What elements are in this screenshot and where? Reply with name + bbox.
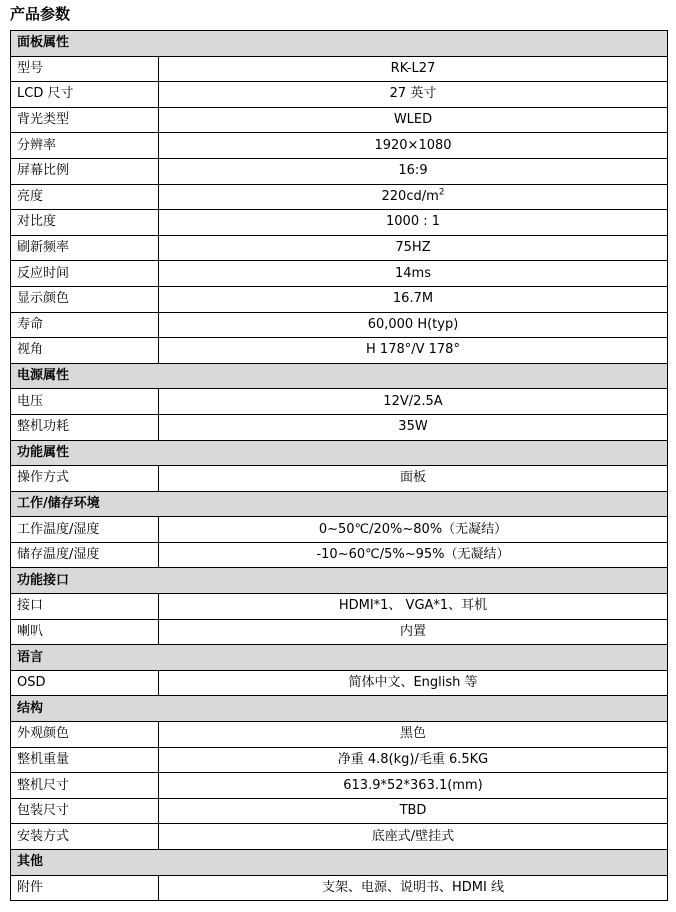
spec-value: 14ms — [395, 265, 431, 281]
spec-label: 安装方式 — [11, 824, 159, 850]
section-header-row — [11, 491, 668, 517]
table-row — [11, 312, 668, 338]
table-row — [11, 107, 668, 133]
table-row — [11, 824, 668, 850]
spec-label: 包装尺寸 — [11, 798, 159, 824]
spec-label: LCD 尺寸 — [11, 82, 159, 108]
spec-value: 净重 4.8(kg)/毛重 6.5KG — [337, 751, 489, 767]
table-row — [11, 235, 668, 261]
section-header: 语言 — [11, 645, 668, 671]
spec-label: 背光类型 — [11, 107, 159, 133]
spec-label: 分辨率 — [11, 133, 159, 159]
spec-label: 寿命 — [11, 312, 159, 338]
spec-label: 整机重量 — [11, 747, 159, 773]
spec-value-cell — [159, 210, 668, 236]
spec-value: 1920×1080 — [374, 137, 452, 153]
page-title: 产品参数 — [10, 5, 71, 23]
section-header: 面板属性 — [11, 31, 668, 57]
spec-label: 工作温度/湿度 — [11, 517, 159, 543]
spec-value-cell — [159, 56, 668, 82]
section-header-row — [11, 696, 668, 722]
spec-value: TBD — [399, 803, 427, 819]
spec-value: 613.9*52*363.1(mm) — [343, 777, 483, 793]
table-row — [11, 594, 668, 620]
table-row — [11, 722, 668, 748]
table-row — [11, 56, 668, 82]
spec-value: 1000 : 1 — [386, 214, 440, 230]
spec-label: 屏幕比例 — [11, 158, 159, 184]
spec-value-cell — [159, 312, 668, 338]
spec-value-cell — [159, 389, 668, 415]
table-row — [11, 466, 668, 492]
spec-label: 附件 — [11, 875, 159, 901]
table-row — [11, 286, 668, 312]
section-header: 结构 — [11, 696, 668, 722]
spec-value-cell — [159, 184, 668, 210]
section-header-row — [11, 31, 668, 57]
spec-value: 面板 — [399, 470, 426, 486]
spec-value-cell — [159, 158, 668, 184]
section-header-row — [11, 568, 668, 594]
table-row — [11, 261, 668, 287]
spec-value-cell — [159, 414, 668, 440]
spec-label: 显示颜色 — [11, 286, 159, 312]
spec-label: 整机尺寸 — [11, 773, 159, 799]
spec-value-cell — [159, 798, 668, 824]
table-row — [11, 875, 668, 901]
spec-value: 75HZ — [395, 240, 431, 256]
section-header-row — [11, 850, 668, 876]
spec-value-cell — [159, 619, 668, 645]
spec-value: RK-L27 — [390, 60, 436, 76]
section-header: 工作/储存环境 — [11, 491, 668, 517]
spec-label: 储存温度/湿度 — [11, 542, 159, 568]
spec-value-cell — [159, 722, 668, 748]
table-row — [11, 389, 668, 415]
spec-value-cell — [159, 261, 668, 287]
spec-label: 刷新频率 — [11, 235, 159, 261]
spec-value-cell — [159, 594, 668, 620]
spec-label: 整机功耗 — [11, 414, 159, 440]
table-row — [11, 414, 668, 440]
spec-value: 27 英寸 — [389, 86, 437, 102]
spec-table-body — [11, 31, 668, 901]
spec-label: OSD — [11, 670, 159, 696]
section-header-row — [11, 363, 668, 389]
spec-value: H 178°/V 178° — [366, 342, 460, 358]
spec-value: 内置 — [399, 623, 426, 639]
table-row — [11, 773, 668, 799]
section-header: 电源属性 — [11, 363, 668, 389]
spec-table — [10, 30, 668, 901]
spec-label: 外观颜色 — [11, 722, 159, 748]
table-row — [11, 82, 668, 108]
spec-value-cell — [159, 82, 668, 108]
table-row — [11, 210, 668, 236]
spec-value-cell — [159, 773, 668, 799]
spec-value-cell — [159, 107, 668, 133]
table-row — [11, 542, 668, 568]
spec-value: 35W — [398, 419, 428, 435]
spec-label: 操作方式 — [11, 466, 159, 492]
spec-value-cell — [159, 235, 668, 261]
section-header: 功能接口 — [11, 568, 668, 594]
spec-label: 反应时间 — [11, 261, 159, 287]
spec-value: 16.7M — [392, 291, 434, 307]
spec-value-cell — [159, 670, 668, 696]
spec-value: 黑色 — [399, 726, 426, 742]
section-header: 功能属性 — [11, 440, 668, 466]
spec-value: HDMI*1、 VGA*1、耳机 — [338, 598, 488, 614]
spec-value-cell — [159, 338, 668, 364]
spec-label: 亮度 — [11, 184, 159, 210]
spec-value-cell — [159, 286, 668, 312]
spec-value: 底座式/壁挂式 — [371, 828, 455, 844]
spec-value-cell — [159, 517, 668, 543]
spec-value: 16:9 — [398, 163, 428, 179]
spec-label: 接口 — [11, 594, 159, 620]
section-header-row — [11, 645, 668, 671]
spec-label: 电压 — [11, 389, 159, 415]
section-header: 其他 — [11, 850, 668, 876]
spec-value: -10~60℃/5%~95%（无凝结） — [316, 547, 510, 563]
table-row — [11, 619, 668, 645]
spec-value: 0~50℃/20%~80%（无凝结） — [318, 521, 508, 537]
spec-value: WLED — [393, 112, 433, 128]
table-row — [11, 517, 668, 543]
spec-label: 对比度 — [11, 210, 159, 236]
spec-value: 220cd/m — [381, 188, 439, 204]
table-row — [11, 798, 668, 824]
spec-label: 型号 — [11, 56, 159, 82]
table-row — [11, 338, 668, 364]
spec-value: 60,000 H(typ) — [367, 316, 459, 332]
spec-value-cell — [159, 542, 668, 568]
spec-value-cell — [159, 133, 668, 159]
table-row — [11, 670, 668, 696]
spec-value: 支架、电源、说明书、HDMI 线 — [322, 879, 504, 895]
spec-value-cell — [159, 747, 668, 773]
table-row — [11, 747, 668, 773]
spec-value: 简体中文、English 等 — [348, 675, 478, 691]
table-row — [11, 133, 668, 159]
spec-value-cell — [159, 824, 668, 850]
unit-superscript: 2 — [438, 187, 445, 198]
spec-value: 12V/2.5A — [383, 393, 443, 409]
table-row — [11, 184, 668, 210]
spec-value-cell — [159, 875, 668, 901]
table-row — [11, 158, 668, 184]
spec-label: 喇叭 — [11, 619, 159, 645]
section-header-row — [11, 440, 668, 466]
spec-label: 视角 — [11, 338, 159, 364]
spec-value-cell — [159, 466, 668, 492]
